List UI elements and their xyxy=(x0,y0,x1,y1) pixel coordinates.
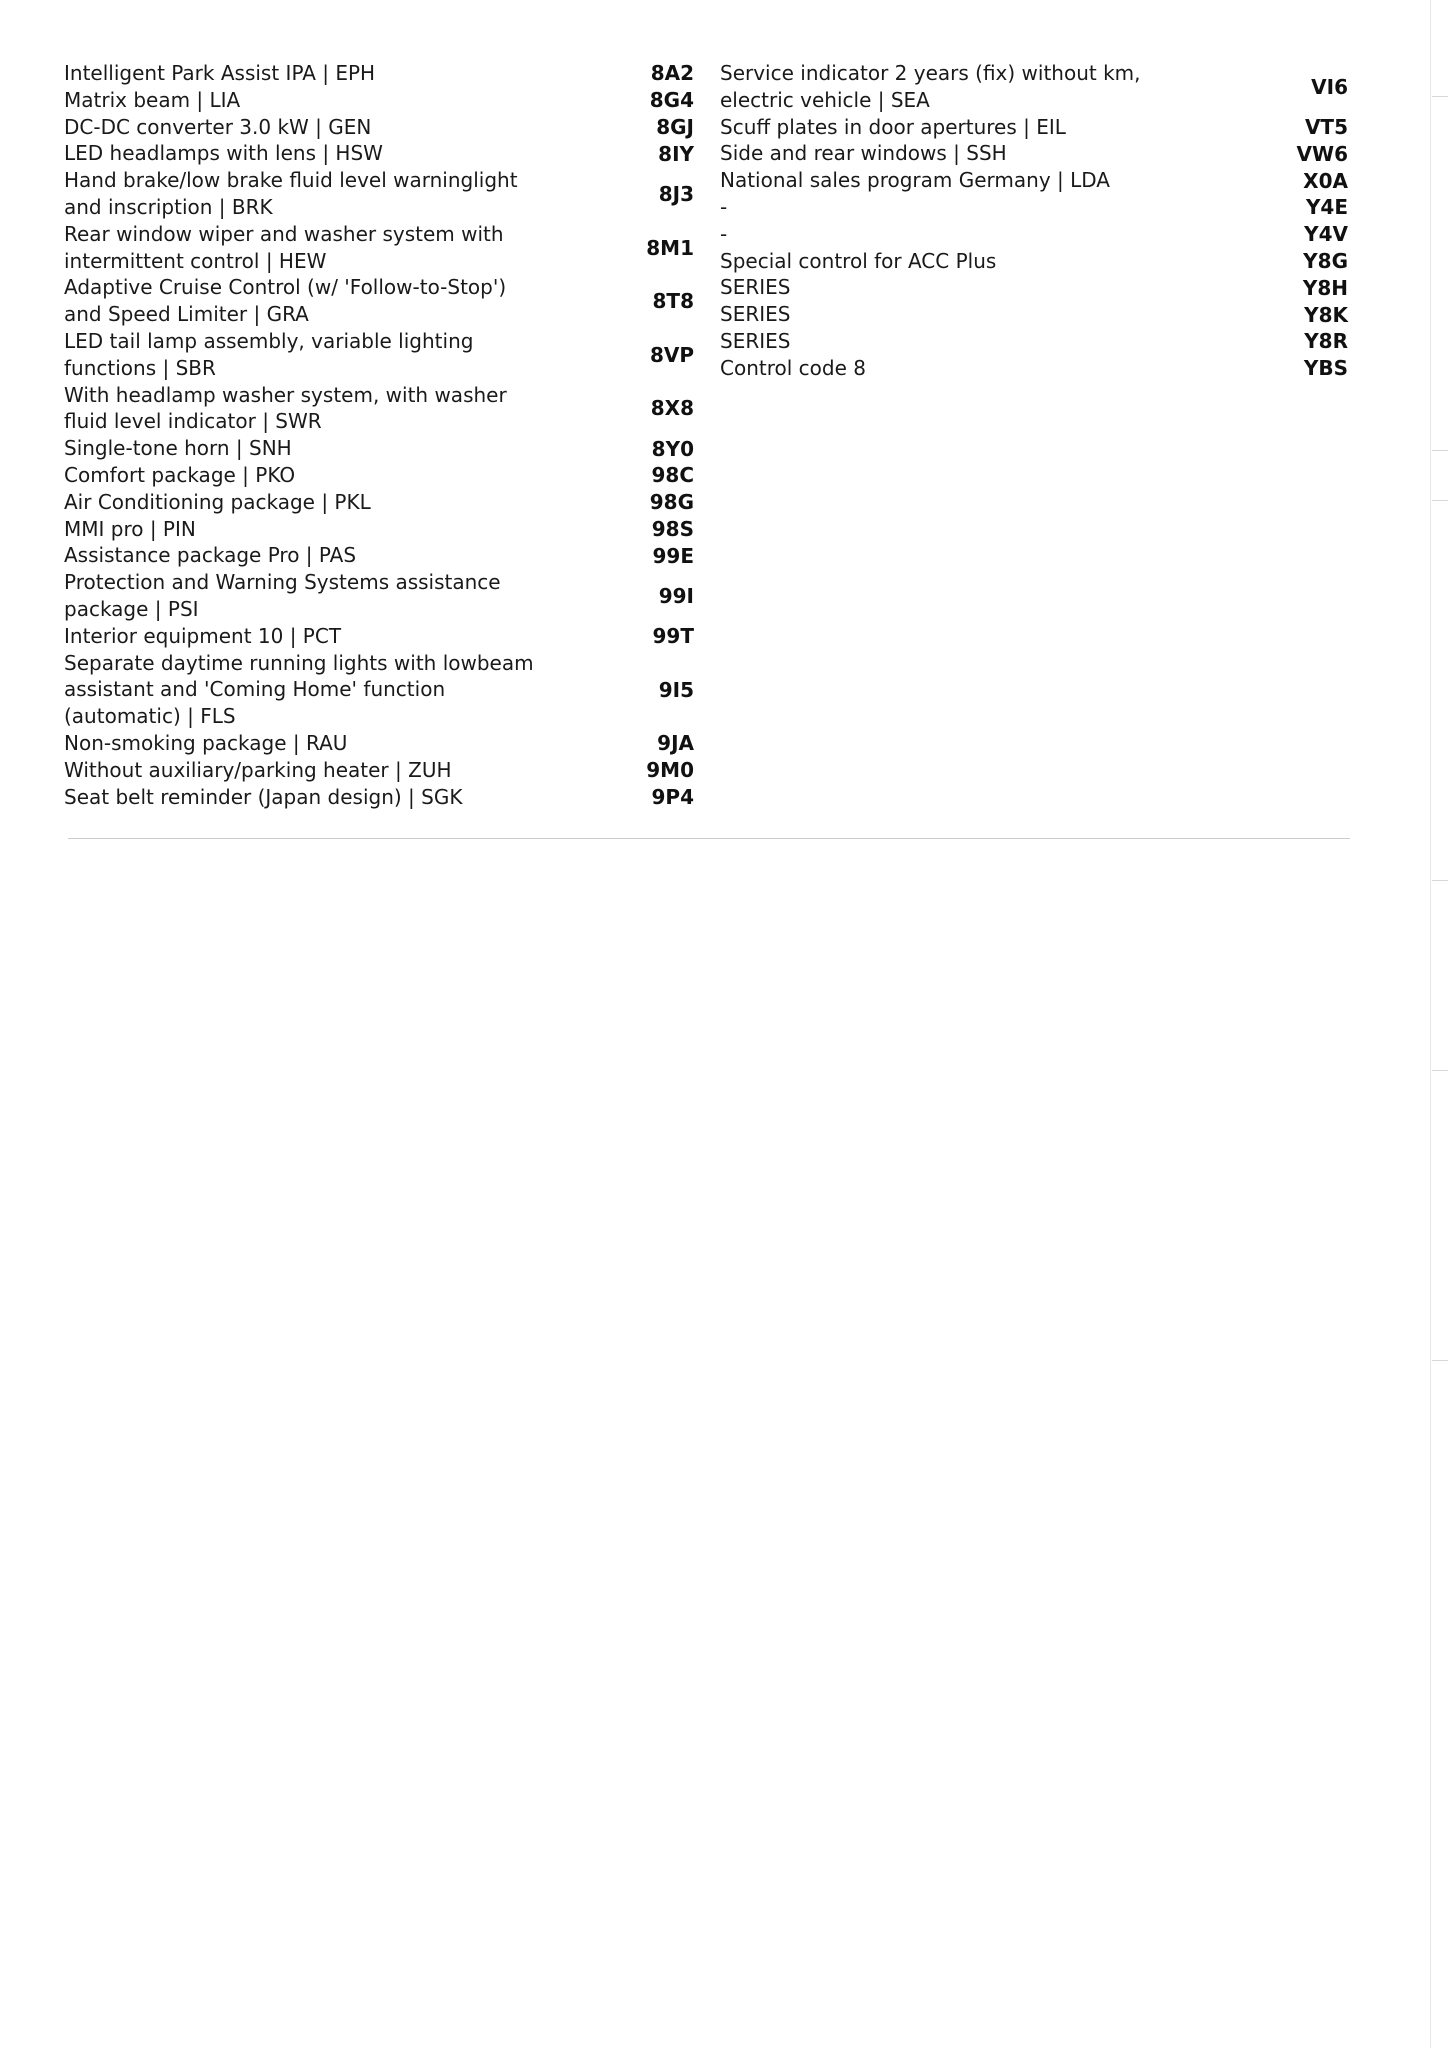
equipment-row xyxy=(64,382,694,436)
equipment-description: Special control for ACC Plus xyxy=(720,248,997,273)
equipment-code: Y4V xyxy=(1304,222,1348,247)
edge-mark xyxy=(1432,96,1448,97)
edge-mark xyxy=(1432,500,1448,501)
equipment-row xyxy=(64,489,694,516)
equipment-row xyxy=(720,167,1348,194)
equipment-description: Non-smoking package | RAU xyxy=(64,730,348,755)
equipment-description: Matrix beam | LIA xyxy=(64,87,241,112)
equipment-code: Y8H xyxy=(1302,275,1348,300)
equipment-code: 8Y0 xyxy=(651,436,694,461)
equipment-row xyxy=(64,542,694,569)
equipment-code: X0A xyxy=(1303,168,1348,193)
equipment-code: 98G xyxy=(649,490,694,515)
equipment-row xyxy=(720,301,1348,328)
equipment-row xyxy=(720,248,1348,275)
equipment-description: - xyxy=(720,221,728,246)
equipment-description: Seat belt reminder (Japan design) | SGK xyxy=(64,784,463,809)
equipment-code: 9JA xyxy=(657,731,694,756)
equipment-code: 99T xyxy=(652,624,694,649)
equipment-row xyxy=(64,650,694,730)
equipment-description: LED tail lamp assembly, variable lighting functions | SBR xyxy=(64,328,474,380)
equipment-code: 8VP xyxy=(649,342,694,367)
edge-mark xyxy=(1432,1070,1448,1071)
equipment-description: SERIES xyxy=(720,275,791,300)
equipment-code: Y8G xyxy=(1303,248,1348,273)
separator-line xyxy=(68,838,1350,839)
equipment-description: Comfort package | PKO xyxy=(64,462,296,487)
equipment-row xyxy=(64,87,694,114)
equipment-description: Service indicator 2 years (fix) without km, electric vehicle | SEA xyxy=(720,61,1141,112)
equipment-description: Adaptive Cruise Control (w/ 'Follow-to-Stop') and Speed Limiter | GRA xyxy=(64,275,507,327)
equipment-description: Control code 8 xyxy=(720,355,866,380)
equipment-row xyxy=(720,274,1348,301)
equipment-code: 9P4 xyxy=(651,784,694,809)
equipment-row xyxy=(64,516,694,543)
equipment-row xyxy=(720,194,1348,221)
equipment-code: VT5 xyxy=(1304,114,1348,139)
equipment-code: 9M0 xyxy=(646,758,694,783)
equipment-description: Intelligent Park Assist IPA | EPH xyxy=(64,61,376,85)
equipment-row xyxy=(64,167,694,221)
equipment-description: Without auxiliary/parking heater | ZUH xyxy=(64,757,452,782)
equipment-description: Interior equipment 10 | PCT xyxy=(64,623,342,648)
equipment-row xyxy=(64,221,694,275)
equipment-row xyxy=(64,462,694,489)
equipment-row xyxy=(64,569,694,623)
equipment-description: Single-tone horn | SNH xyxy=(64,436,292,461)
equipment-description: Scuff plates in door apertures | EIL xyxy=(720,114,1066,139)
edge-mark xyxy=(1432,1360,1448,1361)
equipment-code: 8A2 xyxy=(650,61,694,86)
equipment-row xyxy=(720,355,1348,382)
equipment-code: Y8K xyxy=(1304,302,1348,327)
equipment-row xyxy=(64,730,694,757)
equipment-row xyxy=(64,435,694,462)
equipment-row xyxy=(720,114,1348,141)
equipment-description: National sales program Germany | LDA xyxy=(720,168,1110,193)
equipment-description: Air Conditioning package | PKL xyxy=(64,489,371,514)
equipment-code: YBS xyxy=(1303,356,1348,381)
equipment-code: 99I xyxy=(658,583,694,608)
equipment-row xyxy=(64,274,694,328)
equipment-description: Rear window wiper and washer system with intermittent control | HEW xyxy=(64,221,504,273)
equipment-description: Protection and Warning Systems assistance package | PSI xyxy=(64,570,501,621)
equipment-code: 8G4 xyxy=(649,88,694,113)
equipment-description: MMI pro | PIN xyxy=(64,516,196,541)
equipment-row xyxy=(64,140,694,167)
equipment-code: VW6 xyxy=(1296,141,1348,166)
equipment-row xyxy=(720,60,1348,114)
equipment-code: 8X8 xyxy=(650,396,694,421)
equipment-code: 8M1 xyxy=(646,235,694,260)
equipment-code: 8IY xyxy=(658,141,694,166)
page-edge xyxy=(1430,0,1431,2048)
equipment-row xyxy=(720,140,1348,167)
equipment-code: 98S xyxy=(651,516,694,541)
equipment-list-left xyxy=(64,60,694,810)
equipment-row xyxy=(64,784,694,811)
equipment-code: 8T8 xyxy=(652,289,694,314)
equipment-description: - xyxy=(720,194,728,219)
equipment-description: With headlamp washer system, with washer fluid level indicator | SWR xyxy=(64,382,507,434)
equipment-code: 8J3 xyxy=(658,181,694,206)
equipment-row xyxy=(64,757,694,784)
equipment-code: 98C xyxy=(651,463,694,488)
equipment-row xyxy=(64,114,694,141)
equipment-code: VI6 xyxy=(1311,74,1348,99)
equipment-code: Y8R xyxy=(1304,329,1348,354)
equipment-description: LED headlamps with lens | HSW xyxy=(64,141,383,166)
equipment-row xyxy=(64,60,694,87)
equipment-description: SERIES xyxy=(720,328,791,353)
equipment-code: Y4E xyxy=(1305,195,1348,220)
equipment-description: DC-DC converter 3.0 kW | GEN xyxy=(64,114,372,139)
equipment-row xyxy=(64,623,694,650)
equipment-row xyxy=(720,221,1348,248)
edge-mark xyxy=(1432,880,1448,881)
equipment-code: 99E xyxy=(652,543,694,568)
equipment-description: Side and rear windows | SSH xyxy=(720,141,1007,166)
equipment-row xyxy=(720,328,1348,355)
equipment-description: Assistance package Pro | PAS xyxy=(64,543,357,568)
equipment-list-right xyxy=(720,60,1348,382)
equipment-description: Separate daytime running lights with lowbeam assistant and 'Coming Home' function (automatic) | FLS xyxy=(64,650,534,729)
equipment-code: 9I5 xyxy=(658,677,694,702)
equipment-row xyxy=(64,328,694,382)
edge-mark xyxy=(1432,450,1448,451)
equipment-description: SERIES xyxy=(720,302,791,327)
equipment-description: Hand brake/low brake fluid level warninglight and inscription | BRK xyxy=(64,168,518,219)
equipment-code: 8GJ xyxy=(656,114,694,139)
